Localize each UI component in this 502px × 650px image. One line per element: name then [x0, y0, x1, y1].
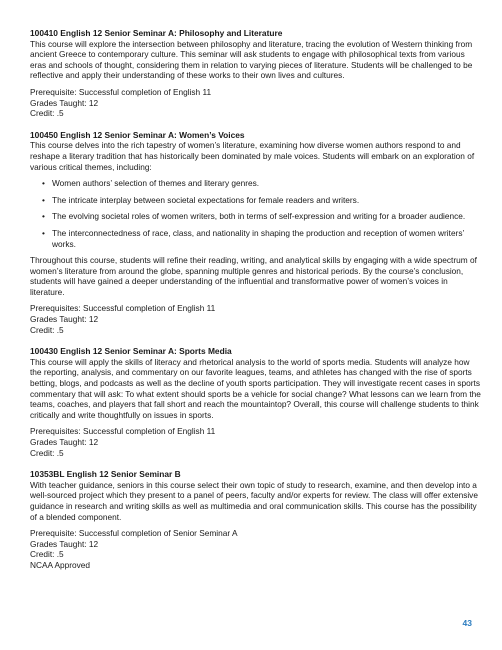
course-grades: Grades Taught: 12 [30, 538, 99, 549]
course-credit: Credit: .5 [30, 549, 64, 560]
course-closing: Throughout this course, students will refine their reading, writing, and analytical skills by engaging with a wide spectrum of women’s literature from around the globe, spanning multiple genres and historical periods. By the course’s conclusion, students will have gained a deeper understanding of the influential and transformative power of women’s voices in literature. [30, 255, 477, 297]
list-item: • The evolving societal roles of women writers, both in terms of self-expression and writing for a broader audience. [42, 211, 482, 222]
course-grades: Grades Taught: 12 [30, 437, 99, 447]
course-philosophy-literature [30, 28, 482, 119]
course-title: 10353BL English 12 Senior Seminar B [30, 469, 181, 480]
course-description: This course will apply the skills of literacy and rhetorical analysis to the world of sports media. Students will analyze how the reporting, analysis, and commentary on our favorite leagues, teams, and athletes has changed with the rise of sports betting, blogs, and podcasts as well as the decline of youth sports participation. They will investigate recent cases in sports commentary that will ask: To what extent should sports be a vehicle for social change? What lessons can we learn from the teams, coaches, and players that fall short and reach the mountaintop? Overall, this course will challenge students to think critically and write thoughtfully on issues in sports. [30, 356, 481, 420]
course-meta [30, 426, 482, 458]
page-number: 43 [462, 618, 472, 628]
course-meta [30, 303, 482, 335]
course-prerequisite: Prerequisite: Successful completion of Senior Seminar A [30, 528, 238, 539]
course-sports-media [30, 346, 482, 458]
list-item: • The intricate interplay between societal expectations for female readers and writers. [42, 195, 482, 206]
course-womens-voices [30, 130, 482, 336]
list-item: • The interconnectedness of race, class, and nationality in shaping the production and reception of women writers’ works. [42, 228, 482, 249]
theme-list [30, 178, 482, 249]
course-title: 100410 English 12 Senior Seminar A: Philosophy and Literature [30, 28, 283, 38]
course-credit: Credit: .5 [30, 324, 64, 335]
course-title: 100450 English 12 Senior Seminar A: Women’s Voices [30, 129, 245, 140]
course-grades: Grades Taught: 12 [30, 97, 99, 108]
course-credit: Credit: .5 [30, 447, 64, 458]
course-meta [30, 528, 482, 570]
course-catalog-page [30, 28, 482, 582]
course-grades: Grades Taught: 12 [30, 314, 99, 325]
course-title: 100430 English 12 Senior Seminar A: Sports Media [30, 346, 232, 357]
course-prerequisite: Prerequisites: Successful completion of English 11 [30, 426, 216, 437]
course-prerequisite: Prerequisites: Successful completion of English 11 [30, 303, 216, 314]
list-item: • Women authors’ selection of themes and literary genres. [42, 178, 482, 189]
course-description: With teacher guidance, seniors in this course select their own topic of study to research, examine, and then develop into a well-sourced project which they present to a panel of peers, faculty and/or experts for review. The class will offer extensive guidance in research and writing skills as well as multimedia and oral communication skills. This course has the possibility of a blended component. [30, 479, 478, 522]
course-credit: Credit: .5 [30, 108, 64, 119]
course-meta [30, 87, 482, 119]
course-description: This course delves into the rich tapestry of women’s literature, examining how diverse women authors respond to and reshape a literary tradition that has historically been dominated by male voices. Students will embark on an exploration of various critical themes, including: [30, 140, 475, 172]
course-senior-seminar-b [30, 469, 482, 570]
course-description: This course will explore the intersection between philosophy and literature, tracing the evolution of Western thinking from ancient Greece to contemporary culture. This seminar will ask students to engage with philosophical texts from various eras and schools of thought, considering them in relation to varying pieces of literature. Students will be challenged to be reflective and apply their understanding of these works to their own lives and cultures. [30, 38, 473, 81]
course-prerequisite: Prerequisite: Successful completion of English 11 [30, 86, 212, 97]
course-approval: NCAA Approved [30, 559, 90, 570]
